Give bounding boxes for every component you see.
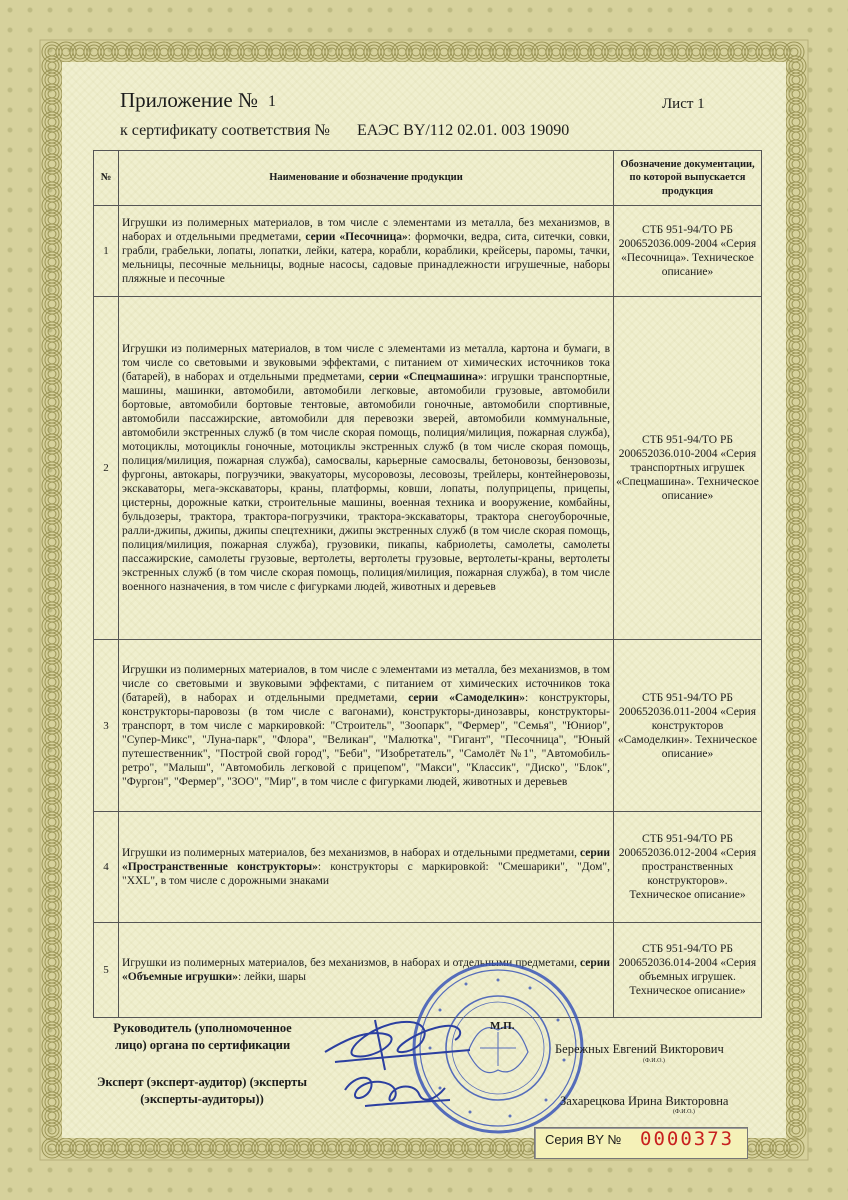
row-documentation: СТБ 951-94/ТО РБ 200652036.012-2004 «Серия пространственных конструкторов». Техническое описание» <box>614 812 762 923</box>
table-row <box>94 640 762 812</box>
desc-text: : конструкторы, конструкторы-паровозы (в том числе с вагонами), конструкторы-динозавры, конструкторы-транспорт, в том числе с маркировкой: "Строитель", "Зоопарк", "Фермер", "Семья", "Юниор", "Супер-Микс", "Луна-парк", "Флора", "Великан", "Малютка", "Гигант", "Песочница", "Юный путешественник", "Построй свой город", "Беби", "Изобретатель", "Самолёт №1", "Автомобиль-ретро", "Малыш", "Автомобиль легковой с прицепом", "Макси", "Классик", "Диско", "Блок", "Фургон", "Фермер", "ЗОО", "Мир", в том числе с фигурками людей, животных и деревьев <box>122 691 610 788</box>
sheet-label: Лист 1 <box>662 96 705 112</box>
expert-role-label: Эксперт (эксперт-аудитор) (эксперты (эксперты-аудиторы)) <box>96 1075 308 1106</box>
row-description <box>119 297 614 640</box>
desc-text: Игрушки из полимерных материалов, без механизмов, в наборах и отдельными предметами, <box>122 957 580 969</box>
desc-text: Игрушки из полимерных материалов, в том числе с элементами из металла, картона и бумаги, в том числе со световыми и звуковыми эффектами, с питанием от химических источников тока (батарей), в наборах и отдельными предметами, <box>122 343 610 383</box>
row-number: 2 <box>94 297 119 640</box>
row-number: 1 <box>94 206 119 297</box>
table-row <box>94 206 762 297</box>
header-product: Наименование и обозначение продукции <box>119 151 614 206</box>
row-number: 5 <box>94 923 119 1018</box>
row-description <box>119 812 614 923</box>
serial-label: Серия BY № <box>545 1132 622 1147</box>
row-number: 4 <box>94 812 119 923</box>
row-number: 3 <box>94 640 119 812</box>
products-table <box>93 150 762 1018</box>
row-description <box>119 640 614 812</box>
certificate-prefix: к сертификату соответствия № <box>120 122 330 139</box>
desc-text: Игрушки из полимерных материалов, в том числе с элементами из металла, без механизмов, в наборах и отдельными предметами, <box>122 217 610 243</box>
appendix-number: 1 <box>268 93 276 110</box>
desc-text: : конструкторы с маркировкой: "Смешарики", "Дом", "XXL", в том числе с дорожными знаками <box>122 861 610 887</box>
stamp-mark: М.П. <box>490 1020 515 1032</box>
row-documentation: СТБ 951-94/ТО РБ 200652036.009-2004 «Серия «Песочница». Техническое описание» <box>614 206 762 297</box>
table-row <box>94 812 762 923</box>
head-fio-caption: (Ф.И.О.) <box>643 1058 665 1064</box>
series-name: серии «Спецмашина» <box>368 371 484 383</box>
series-name: серии «Пространственные конструкторы» <box>122 847 610 873</box>
header-documentation: Обозначение документации, по которой выпускается продукция <box>614 151 762 206</box>
certificate-number: ЕАЭС BY/112 02.01. 003 19090 <box>357 122 570 139</box>
table-header-row <box>94 151 762 206</box>
row-documentation: СТБ 951-94/ТО РБ 200652036.014-2004 «Серия объемных игрушек. Техническое описание» <box>614 923 762 1018</box>
head-role-label: Руководитель (уполномоченное лицо) органа по сертификации <box>113 1021 292 1052</box>
row-documentation: СТБ 951-94/ТО РБ 200652036.011-2004 «Серия конструкторов «Самоделкин». Техническое описание» <box>614 640 762 812</box>
series-name: серии «Объемные игрушки» <box>122 957 610 983</box>
desc-text: : лейки, шары <box>237 971 306 983</box>
expert-name: Захарецкова Ирина Викторовна <box>560 1094 729 1108</box>
series-name: серии «Песочница» <box>305 231 408 243</box>
header-number: № <box>94 151 119 206</box>
serial-number: 0000373 <box>640 1128 735 1150</box>
row-documentation: СТБ 951-94/ТО РБ 200652036.010-2004 «Серия транспортных игрушек «Спецмашина». Техническое описание» <box>614 297 762 640</box>
expert-fio-caption: (Ф.И.О.) <box>673 1109 695 1115</box>
table-row <box>94 297 762 640</box>
desc-text: Игрушки из полимерных материалов, без механизмов, в наборах и отдельными предметами, <box>122 847 580 859</box>
row-description <box>119 206 614 297</box>
desc-text: : формочки, ведра, сита, ситечки, совки, грабли, грабельки, лопаты, лопатки, лейки, катера, корабли, кораблики, крейсеры, паромы, тачки, мельницы, песочные мельницы, водные насосы, садовые принадлежности игрушечные, наборы пляжные и песочные <box>122 231 611 285</box>
desc-text: : игрушки транспортные, машины, машинки, автомобили, автомобили легковые, автомобили грузовые, автомобили бортовые, автомобили бортовые тентовые, автомобили гоночные, автомобили спортивные, автомобили пассажирские, автомобили для перевозки зверей, автомобили коммунальные, автомобили экстренных служб (в том числе скорая помощь, полиция/милиция, пожарная служба), мотоциклы, мотоциклы гоночные, мотоциклы экстренных служб (в том числе скорая помощь, полиция/милиция, пожарная служба), самосвалы, карьерные самосвалы, бетоновозы, бензовозы, фургоны, автокары, погрузчики, эвакуаторы, мусоровозы, лесовозы, трейлеры, контейнеровозы, экскаваторы, мега-экскаваторы, краны, платформы, ковши, лопаты, полуприцепы, прицепы, цистерны, дорожные катки, строительные машины, военная техника и вооружение, комбайны, бульдозеры, трактора, трактора-погрузчики, трактора-экскаваторы, трактора снегоуборочные, ралли-джипы, джипы, джипы спецтехники, джипы экстренных служб (в том числе скорая помощь, полиция/милиция, пожарная служба), грузовики, пикапы, кабриолеты, самолеты, самолеты пассажирские, самолеты грузовые, вертолеты, вертолеты грузовые, вертолеты-краны, вертолеты экстренных служб (в том числе скорая помощь, полиция/милиция, пожарная служба), в том числе военного назначения, в том числе с фигурками людей, животных и деревьев <box>122 371 610 593</box>
appendix-title: Приложение № <box>120 88 258 112</box>
series-name: серии «Самоделкин» <box>408 691 525 704</box>
head-name: Бережных Евгений Викторович <box>555 1042 724 1056</box>
expert-signature <box>335 1060 455 1120</box>
desc-text: Игрушки из полимерных материалов, в том числе с элементами из металла, без механизмов, в том числе со световыми и звуковыми эффектами, с питанием от химических источников тока (батарей), в наборах и отдельными предметами, <box>122 663 610 704</box>
